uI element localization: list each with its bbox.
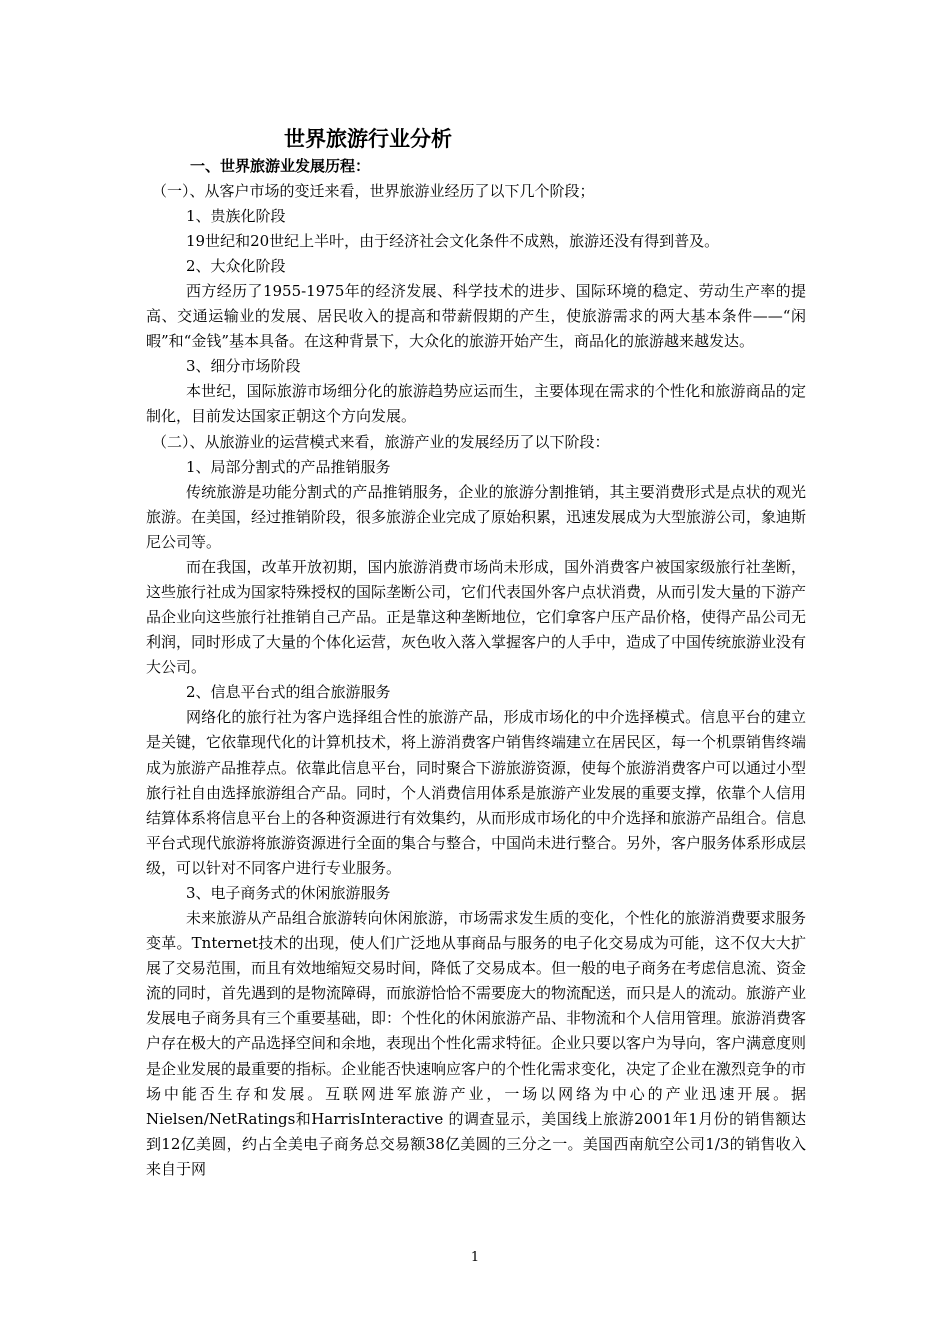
paragraph-partial-sales-b: 而在我国，改革开放初期，国内旅游消费市场尚未形成，国外消费客户被国家级旅行社垄断，这些旅行社成为国家特殊授权的国际垄断公司，它们代表国外客户点状消费，从而引发大量的下游产品企业向这些旅行社推销自己产品。正是靠这种垄断地位，它们拿客户压产品价格，使得产品公司无利润，同时形成了大量的个体化运营，灰色收入落入掌握客户的人手中，造成了中国传统旅游业没有大公司。	[146, 557, 807, 677]
paragraph-segmented: 本世纪，国际旅游市场细分化的旅游趋势应运而生，主要体现在需求的个性化和旅游商品的定制化，目前发达国家正朝这个方向发展。	[146, 382, 806, 426]
subsection-heading-1: （一）、从客户市场的变迁来看，世界旅游业经历了以下几个阶段；	[152, 182, 595, 200]
subsection-heading-2: （二）、从旅游业的运营模式来看，旅游产业的发展经历了以下阶段：	[152, 432, 610, 451]
document-title: 世界旅游行业分析	[284, 126, 452, 151]
paragraph-ecommerce: 未来旅游从产品组合旅游转向休闲旅游，市场需求发生质的变化，个性化的旅游消费要求服务变革。Tnternet技术的出现，使人们广泛地从事商品与服务的电子化交易成为可能，这不仅大大扩展了交易范围，而且有效地缩短交易时间，降低了交易成本。但一般的电子商务在考虑信息流、资金流的同时，首先遇到的是物流障碍，而旅游恰恰不需要庞大的物流配送，而只是人的流动。旅游产业发展电子商务具有三个重要基础，即：个性化的休闲旅游产品、非物流和个人信用管理。旅游消费客户存在极大的产品选择空间和余地，表现出个性化需求特征。企业只要以客户为导向，客户满意度则是企业发展的最重要的指标。企业能否快速响应客户的个性化需求变化，决定了企业在激烈竞争的市场中能否生存和发展。互联网进军旅游产业，一场以网络为中心的产业迅速开展。据Nielsen/NetRatings和HarrisInteractive 的调查显示，美国线上旅游2001年1月份的销售额达到12亿美圆，约占全美电子商务总交易额38亿美圆的三分之一。美国西南航空公司1/3的销售收入来自于网	[146, 908, 807, 1178]
paragraph-info-platform: 网络化的旅行社为客户选择组合性的旅游产品，形成市场化的中介选择模式。信息平台的建立是关键，它依靠现代化的计算机技术，将上游消费客户销售终端建立在居民区，每一个机票销售终端成为旅游产品推荐点。依靠此信息平台，同时聚合下游旅游资源，使每个旅游消费客户可以通过小型旅行社自由选择旅游组合产品。同时，个人消费信用体系是旅游产业发展的重要支撑，依靠个人信用结算体系将信息平台上的各种资源进行有效集约，从而形成市场化的中介选择和旅游产品组合。信息平台式现代旅游将旅游资源进行全面的集合与整合，中国尚未进行整合。另外，客户服务体系形成层级，可以针对不同客户进行专业服务。	[146, 708, 807, 877]
paragraph-partial-sales-a: 传统旅游是功能分割式的产品推销服务，企业的旅游分割推销，其主要消费形式是点状的观光旅游。在美国，经过推销阶段，很多旅游企业完成了原始积累，迅速发展成为大型旅游公司，象迪斯尼公司等。	[146, 482, 807, 551]
section-heading-1: 一、世界旅游业发展历程：	[190, 157, 371, 175]
paragraph-aristocratic: 19世纪和20世纪上半叶，由于经济社会文化条件不成熟，旅游还没有得到普及。	[186, 232, 720, 250]
mode-heading-ecommerce: 3、电子商务式的休闲旅游服务	[186, 883, 391, 902]
stage-heading-aristocratic: 1、贵族化阶段	[186, 207, 286, 225]
mode-heading-info-platform: 2、信息平台式的组合旅游服务	[186, 683, 391, 702]
document-body	[146, 124, 806, 1182]
stage-heading-mass: 2、大众化阶段	[186, 257, 286, 276]
page-number: 1	[470, 1250, 480, 1265]
stage-heading-segmented: 3、细分市场阶段	[186, 357, 301, 376]
mode-heading-partial-sales: 1、局部分割式的产品推销服务	[186, 457, 391, 476]
paragraph-mass: 西方经历了1955-1975年的经济发展、科学技术的进步、国际环境的稳定、劳动生产率的提高、交通运输业的发展、居民收入的提高和带薪假期的产生，使旅游需求的两大基本条件——“闲暇”和“金钱”基本具备。在这种背景下，大众化的旅游开始产生，商品化的旅游越来越发达。	[146, 282, 806, 351]
